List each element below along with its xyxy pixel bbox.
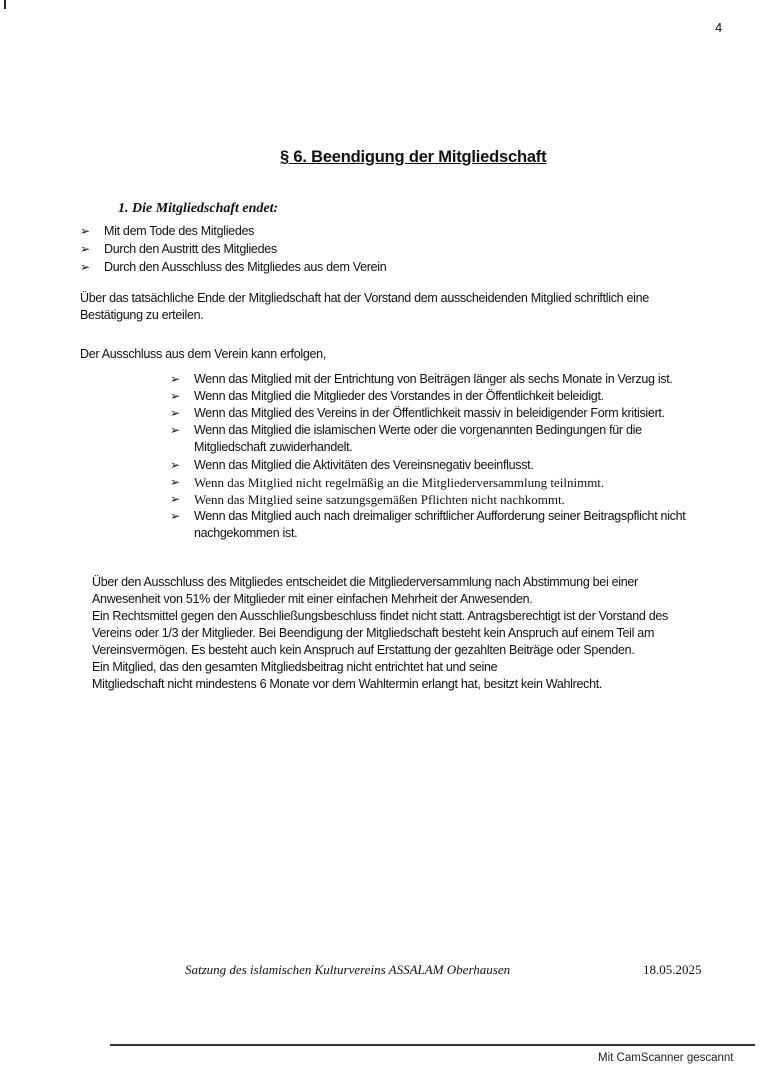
main-paragraph-line: Ein Mitglied, das den gesamten Mitgliedsbeitrag nicht entrichtet hat und seine bbox=[92, 660, 498, 674]
list-item: ➢ Wenn das Mitglied die Aktivitäten des Vereinsnegativ beeinflusst. bbox=[170, 458, 534, 472]
main-paragraph-line: Mitgliedschaft nicht mindestens 6 Monate vor dem Wahltermin erlangt hat, besitzt kein Wahlrecht. bbox=[92, 677, 603, 691]
arrow-bullet-icon: ➢ bbox=[170, 423, 180, 437]
arrow-bullet-icon: ➢ bbox=[80, 260, 90, 274]
main-paragraph-line: Anwesenheit von 51% der Mitglieder mit einer einfachen Mehrheit der Anwesenden. bbox=[92, 592, 533, 606]
arrow-bullet-icon: ➢ bbox=[170, 372, 180, 386]
page-title: § 6. Beendigung der Mitgliedschaft bbox=[280, 148, 547, 166]
exclusion-reasons-list bbox=[170, 371, 724, 543]
arrow-bullet-icon: ➢ bbox=[80, 242, 90, 256]
list-item: ➢ Wenn das Mitglied mit der Entrichtung von Beiträgen länger als sechs Monate in Verzug ist. bbox=[170, 372, 673, 386]
section-heading: 1. Die Mitgliedschaft endet: bbox=[118, 201, 279, 216]
arrow-bullet-icon: ➢ bbox=[170, 475, 181, 489]
main-paragraph-line: Vereins oder 1/3 der Mitglieder. Bei Beendigung der Mitgliedschaft besteht kein Anspruch auf einem Teil am bbox=[92, 626, 655, 640]
confirmation-paragraph: Über das tatsächliche Ende der Mitgliedschaft hat der Vorstand dem ausscheidenden Mitglied schriftlich eine Bestätigung zu erteilen. bbox=[80, 291, 649, 322]
arrow-bullet-icon: ➢ bbox=[170, 492, 181, 506]
main-paragraph-line: Vereinsvermögen. Es besteht auch kein Anspruch auf Erstattung der gezahlten Beiträge oder Spenden. bbox=[92, 643, 635, 657]
footer-text: Satzung des islamischen Kulturvereins ASSALAM Oberhausen bbox=[185, 962, 511, 977]
list-item: ➢ Wenn das Mitglied die Mitglieder des Vorstandes in der Öffentlichkeit beleidigt. bbox=[170, 389, 604, 403]
arrow-bullet-icon: ➢ bbox=[170, 509, 180, 523]
list-item: ➢ Durch den Austritt des Mitgliedes bbox=[80, 242, 277, 256]
scan-edge-mark bbox=[4, 0, 6, 9]
list-item: ➢ Wenn das Mitglied des Vereins in der Öffentlichkeit massiv in beleidigender Form kritisiert. bbox=[170, 406, 665, 420]
end-reasons-list bbox=[80, 222, 386, 276]
page-number: 4 bbox=[715, 20, 723, 35]
page-bottom-edge bbox=[110, 1044, 755, 1046]
footer-date: 18.05.2025 bbox=[643, 962, 702, 977]
list-item: ➢ Mit dem Tode des Mitgliedes bbox=[80, 224, 255, 238]
arrow-bullet-icon: ➢ bbox=[170, 389, 180, 403]
arrow-bullet-icon: ➢ bbox=[80, 224, 90, 238]
exclusion-intro: Der Ausschluss aus dem Verein kann erfolgen, bbox=[80, 347, 326, 361]
list-item: ➢ Wenn das Mitglied seine satzungsgemäßen Pflichten nicht nachkommt. bbox=[170, 492, 565, 507]
list-item: ➢ Wenn das Mitglied nicht regelmäßig an die Mitgliederversammlung teilnimmt. bbox=[170, 475, 605, 490]
list-item: ➢ Durch den Ausschluss des Mitgliedes aus dem Verein bbox=[80, 260, 387, 274]
list-item: ➢ Wenn das Mitglied auch nach dreimaliger schriftlicher Aufforderung seiner Beitragspflicht nicht nachgekommen ist. bbox=[170, 509, 686, 540]
list-item: ➢ Wenn das Mitglied die islamischen Werte oder die vorgenannten Bedingungen für die Mitgliedschaft zuwiderhandelt. bbox=[170, 423, 642, 454]
scanner-watermark: Mit CamScanner gescannt bbox=[598, 1052, 734, 1064]
main-paragraph bbox=[92, 574, 712, 693]
main-paragraph-line: Über den Ausschluss des Mitgliedes entscheidet die Mitgliederversammlung nach Abstimmung bei einer bbox=[92, 575, 638, 589]
main-paragraph-line: Ein Rechtsmittel gegen den Ausschließungsbeschluss findet nicht statt. Antragsberechtigt ist der Vorstand des bbox=[92, 609, 668, 623]
arrow-bullet-icon: ➢ bbox=[170, 458, 180, 472]
arrow-bullet-icon: ➢ bbox=[170, 406, 180, 420]
